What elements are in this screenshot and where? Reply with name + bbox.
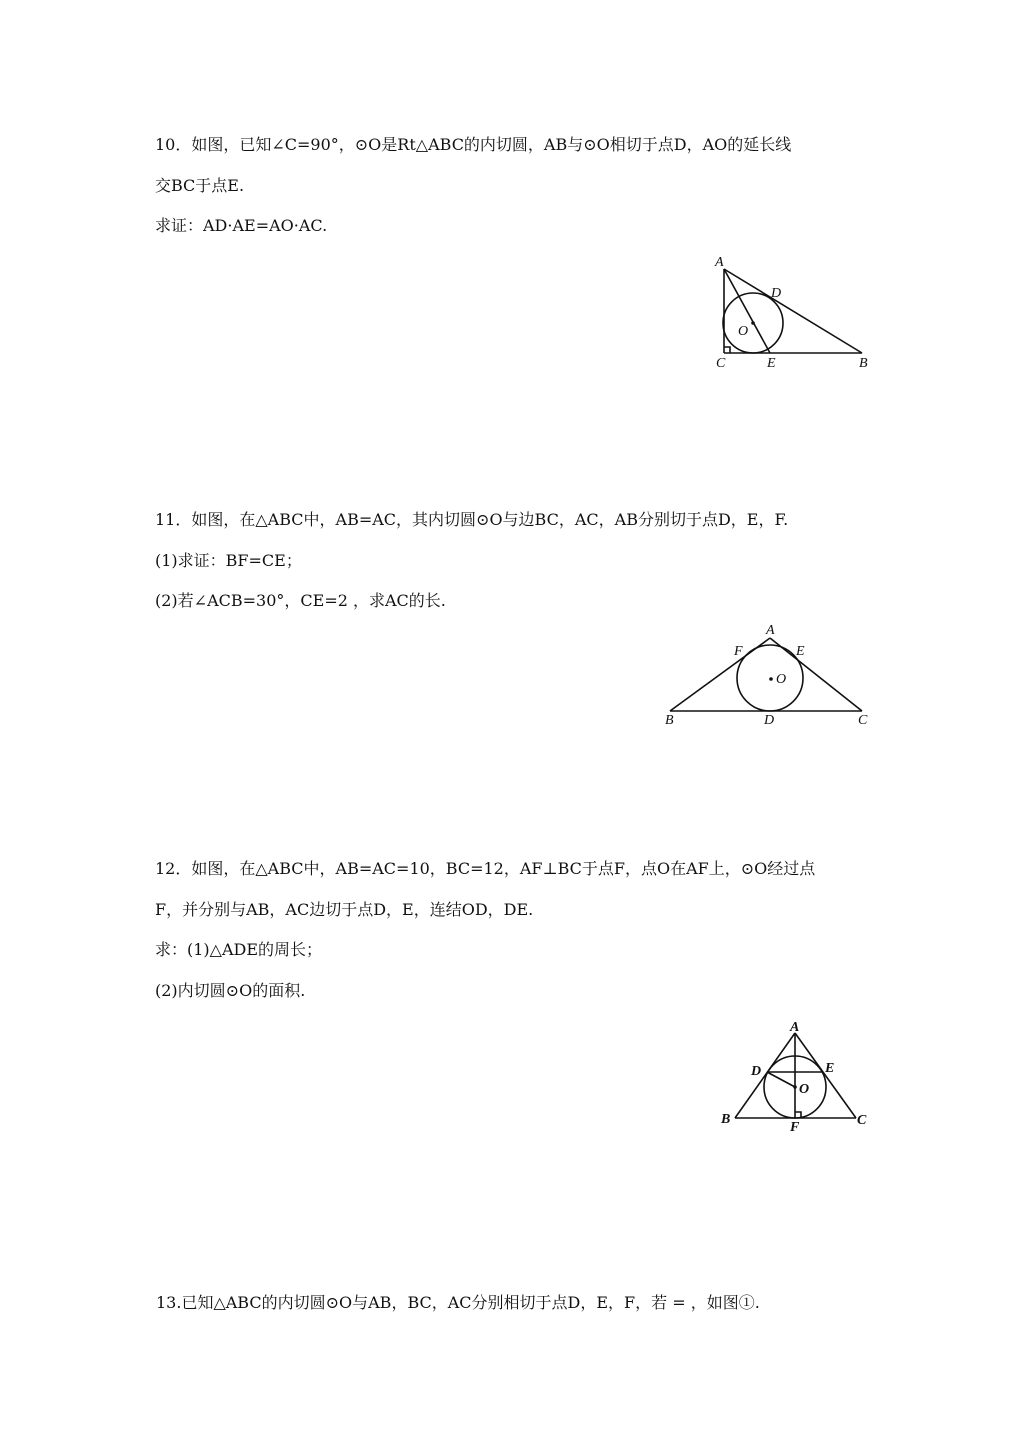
problem-13-line-1: 13.已知△ABC的内切圆⊙O与AB，BC，AC分别相切于点D，E，F，若 = ，如图①. xyxy=(156,1293,760,1312)
problem-11-line-1: 11．如图，在△ABC中，AB=AC，其内切圆⊙O与边BC，AC，AB分别切于点D，E，F. xyxy=(155,510,789,529)
right-angle-mark xyxy=(724,347,730,353)
edge-ab xyxy=(724,269,862,353)
problem-10-line-3: 求证：AD·AE=AO·AC. xyxy=(155,216,328,235)
label-c: C xyxy=(857,1113,867,1128)
label-f: F xyxy=(734,644,743,659)
label-b: B xyxy=(665,713,674,728)
label-f: F xyxy=(790,1120,800,1135)
problem-12-line-3: 求：(1)△ADE的周长； xyxy=(155,940,323,959)
segment-ae xyxy=(724,269,770,353)
center-dot xyxy=(793,1085,797,1089)
label-e: E xyxy=(796,644,805,659)
label-d: D xyxy=(751,1064,762,1079)
problem-12-line-2: F，并分别与AB，AC边切于点D，E，连结OD，DE. xyxy=(155,900,534,919)
label-c: C xyxy=(858,713,868,728)
problem-10-line-1: 10．如图，已知∠C=90°，⊙O是Rt△ABC的内切圆，AB与⊙O相切于点D，AO的延长线 xyxy=(155,135,792,154)
label-b: B xyxy=(859,356,868,371)
label-a: A xyxy=(766,623,775,638)
problem-12-line-4: (2)内切圆⊙O的面积. xyxy=(155,981,306,1000)
label-e: E xyxy=(825,1061,835,1076)
label-o: O xyxy=(799,1082,810,1097)
figure-problem-10 xyxy=(700,250,890,380)
center-dot xyxy=(751,321,755,325)
label-e: E xyxy=(767,356,776,371)
figure-problem-12 xyxy=(715,1015,885,1140)
edge-ab xyxy=(735,1033,795,1118)
problem-11-line-3: (2)若∠ACB=30°，CE=2 ，求AC的长. xyxy=(155,591,446,610)
label-o: O xyxy=(776,672,787,687)
label-b: B xyxy=(721,1112,731,1127)
label-c: C xyxy=(716,356,726,371)
label-a: A xyxy=(715,255,724,270)
label-a: A xyxy=(790,1020,800,1035)
problem-11-line-2: (1)求证：BF=CE； xyxy=(155,551,302,570)
figure-problem-11 xyxy=(660,620,880,730)
label-d: D xyxy=(764,713,775,728)
problem-10-line-2: 交BC于点E. xyxy=(155,176,245,195)
center-dot xyxy=(769,677,773,681)
problem-12-line-1: 12．如图，在△ABC中，AB=AC=10，BC=12，AF⊥BC于点F，点O在AF上，⊙O经过点 xyxy=(155,859,816,878)
label-o: O xyxy=(738,324,749,339)
label-d: D xyxy=(771,286,782,301)
segment-od xyxy=(767,1072,795,1087)
